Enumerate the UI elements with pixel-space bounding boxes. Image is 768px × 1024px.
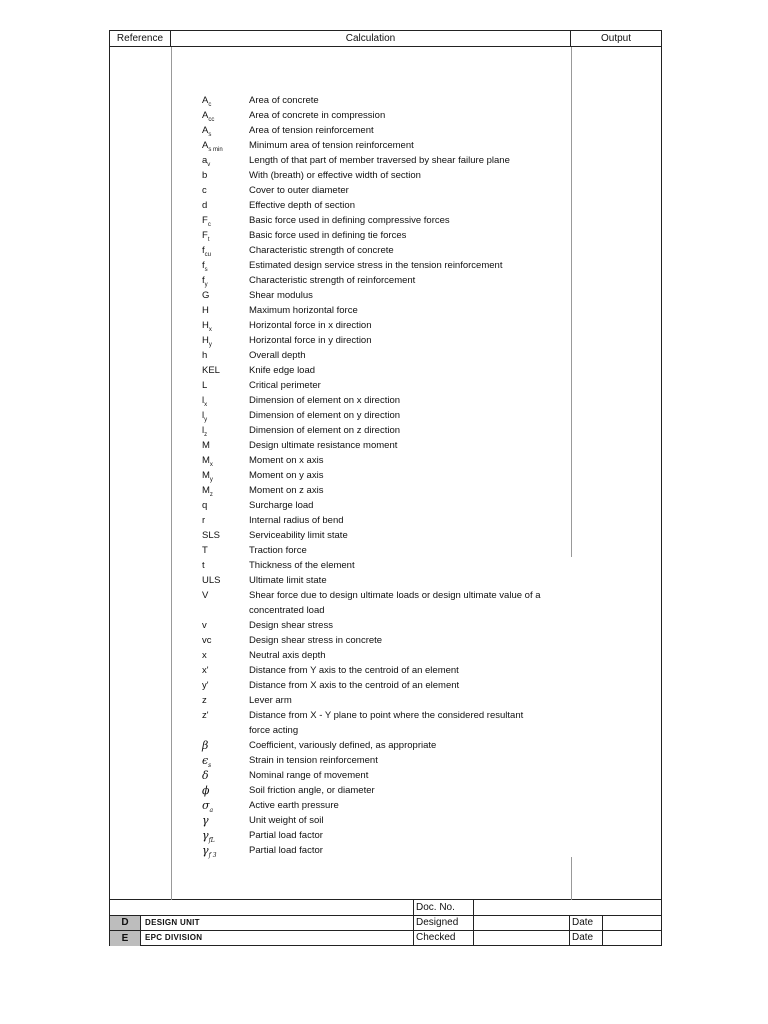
symbol-notation: d (202, 200, 208, 211)
symbol-notation: H (202, 305, 209, 316)
symbol-notation: $f_{cu}$ (202, 245, 211, 258)
symbol-notation: δ (202, 769, 209, 782)
symbol-description: Thickness of the element (249, 560, 355, 571)
symbol-notation: $A_s$ (202, 125, 212, 138)
symbol-row (202, 318, 562, 333)
symbol-notation: ϕ (202, 784, 210, 797)
doc-no-label: Doc. No. (416, 902, 455, 913)
output-column-divider-lower (571, 857, 572, 900)
symbol-subscript: f 3 (208, 852, 217, 860)
symbol-notation: x' (202, 665, 209, 676)
symbol-row (202, 558, 562, 573)
symbol-subscript: z (209, 491, 213, 498)
symbol-row (202, 543, 562, 558)
symbol-row (202, 393, 562, 408)
symbol-row (202, 528, 562, 543)
symbol-description: Characteristic strength of reinforcement (249, 275, 416, 286)
symbol-row (202, 138, 562, 153)
symbol-list (202, 93, 562, 858)
symbol-row (202, 768, 562, 783)
symbol-description: Distance from Y axis to the centroid of an element (249, 665, 459, 676)
symbol-description: Dimension of element on x direction (249, 395, 401, 406)
symbol-notation: T (202, 545, 208, 556)
symbol-description: Design shear stress in concrete (249, 635, 383, 646)
symbol-notation: $a_v$ (202, 155, 211, 168)
symbol-subscript: x (209, 461, 213, 468)
symbol-subscript: y (208, 341, 212, 348)
letter-e: E (110, 931, 140, 946)
symbol-row (202, 228, 562, 243)
symbol-row (202, 303, 562, 318)
symbol-notation: G (202, 290, 210, 301)
symbol-description: Partial load factor (249, 845, 323, 856)
symbol-row (202, 708, 562, 738)
symbol-description: Surcharge load (249, 500, 314, 511)
symbol-notation: L (202, 380, 208, 391)
symbol-subscript: c (208, 101, 212, 108)
symbol-subscript: t (207, 236, 210, 243)
design-unit-name: DESIGN UNIT (145, 918, 200, 927)
symbol-notation: SLS (202, 530, 220, 541)
symbol-row (202, 123, 562, 138)
calculation-sheet (109, 30, 662, 946)
letter-d: D (110, 916, 140, 930)
symbol-notation: M (202, 440, 210, 451)
symbol-subscript: s (208, 131, 212, 138)
symbol-notation: γ (202, 814, 209, 827)
symbol-notation: x (202, 650, 207, 661)
symbol-notation: KEL (202, 365, 220, 376)
symbol-row (202, 693, 562, 708)
symbol-notation: vc (202, 635, 212, 646)
symbol-row (202, 783, 562, 798)
symbol-description: Neutral axis depth (249, 650, 326, 661)
symbol-description: Distance from X - Y plane to point where the considered resultant (249, 710, 524, 721)
symbol-row (202, 468, 562, 483)
symbol-notation: v (202, 620, 207, 631)
designed-date-label: Date (572, 917, 594, 928)
symbol-row (202, 813, 562, 828)
symbol-subscript: y (204, 416, 208, 423)
symbol-description: Cover to outer diameter (249, 185, 349, 196)
symbol-notation: $M_x$ (202, 455, 213, 468)
symbol-subscript: y (204, 281, 208, 288)
checked-date-label: Date (572, 932, 594, 943)
symbol-notation: $A_{cc}$ (202, 110, 215, 123)
symbol-row (202, 573, 562, 588)
symbol-description: Distance from X axis to the centroid of an element (249, 680, 460, 691)
symbol-subscript: v (207, 161, 211, 168)
symbol-description: Horizontal force in y direction (249, 335, 372, 346)
symbol-notation: $f_s$ (202, 260, 208, 273)
symbol-subscript: s min (208, 146, 223, 153)
symbol-row (202, 243, 562, 258)
symbol-notation: V (202, 590, 209, 601)
symbol-subscript: x (208, 326, 212, 333)
symbol-description: Moment on z axis (249, 485, 324, 496)
symbol-notation: c (202, 185, 207, 196)
symbol-description: Horizontal force in x direction (249, 320, 372, 331)
symbol-row (202, 453, 562, 468)
checked-label: Checked (416, 932, 456, 943)
symbol-row (202, 798, 562, 813)
symbol-notation: $f_y$ (202, 275, 208, 288)
symbol-description: Basic force used in defining compressive forces (249, 215, 450, 226)
symbol-notation: b (202, 170, 208, 181)
symbol-row (202, 633, 562, 648)
symbol-description: Traction force (249, 545, 307, 556)
symbol-description: Shear modulus (249, 290, 313, 301)
symbol-description: Dimension of element on z direction (249, 425, 401, 436)
symbol-subscript: z (204, 431, 208, 438)
symbol-row (202, 753, 562, 768)
title-block (109, 900, 662, 946)
symbol-notation: $H_x$ (202, 320, 212, 333)
symbol-notation: $l_x$ (202, 395, 208, 408)
sheet-frame (109, 30, 662, 900)
symbol-row (202, 348, 562, 363)
symbol-description: Knife edge load (249, 365, 316, 376)
symbol-notation: t (202, 560, 205, 571)
symbol-row (202, 213, 562, 228)
symbol-notation: ULS (202, 575, 221, 586)
symbol-row (202, 423, 562, 438)
symbol-row (202, 168, 562, 183)
symbol-subscript: c (207, 221, 211, 228)
symbol-subscript: cc (208, 116, 215, 123)
symbol-description: Unit weight of soil (249, 815, 324, 826)
output-column-divider-upper (571, 47, 572, 557)
symbol-description: Lever arm (249, 695, 292, 706)
symbol-row (202, 363, 562, 378)
symbol-description: Soil friction angle, or diameter (249, 785, 375, 796)
symbol-description: Internal radius of bend (249, 515, 344, 526)
symbol-description: Minimum area of tension reinforcement (249, 140, 414, 151)
symbol-notation: $A_{s min}$ (202, 140, 223, 153)
symbol-notation: $l_y$ (202, 410, 208, 423)
symbol-row (202, 438, 562, 453)
symbol-row (202, 648, 562, 663)
symbol-description: Nominal range of movement (249, 770, 369, 781)
symbol-row (202, 378, 562, 393)
symbol-row (202, 198, 562, 213)
symbol-description: Serviceability limit state (249, 530, 348, 541)
reference-column-divider (171, 47, 172, 900)
symbol-description: Length of that part of member traversed by shear failure plane (249, 155, 510, 166)
symbol-subscript: fL (208, 837, 215, 845)
designed-label: Designed (416, 917, 459, 928)
symbol-row (202, 483, 562, 498)
symbol-description: Area of tension reinforcement (249, 125, 374, 136)
symbol-notation: r (202, 515, 206, 526)
symbol-description: Effective depth of section (249, 200, 355, 211)
symbol-row (202, 108, 562, 123)
symbol-row (202, 93, 562, 108)
symbol-description: Critical perimeter (249, 380, 321, 391)
symbol-description: Active earth pressure (249, 800, 339, 811)
symbol-notation: $l_z$ (202, 425, 208, 438)
symbol-notation: $F_t$ (202, 230, 210, 243)
symbol-description: Characteristic strength of concrete (249, 245, 394, 256)
symbol-notation: y' (202, 680, 209, 691)
symbol-row (202, 273, 562, 288)
symbol-row (202, 258, 562, 273)
symbol-description: Area of concrete (249, 95, 319, 106)
symbol-description: Maximum horizontal force (249, 305, 358, 316)
symbol-notation: $\sigma_a$ (202, 799, 214, 815)
symbol-description: Design ultimate resistance moment (249, 440, 398, 451)
header-output: Output (571, 31, 661, 47)
symbol-row (202, 738, 562, 753)
symbol-subscript: cu (204, 251, 211, 258)
symbol-row (202, 408, 562, 423)
symbol-description: Moment on y axis (249, 470, 324, 481)
symbol-subscript: x (204, 401, 208, 408)
symbol-notation: $H_y$ (202, 335, 212, 348)
symbol-subscript: y (209, 476, 213, 483)
symbol-subscript: a (209, 807, 214, 815)
symbol-description: Estimated design service stress in the tension reinforcement (249, 260, 503, 271)
symbol-row (202, 153, 562, 168)
symbol-notation: $\gamma_{fL}$ (202, 829, 215, 845)
symbol-notation: q (202, 500, 208, 511)
symbol-description: Strain in tension reinforcement (249, 755, 378, 766)
symbol-description: Basic force used in defining tie forces (249, 230, 407, 241)
header-reference: Reference (110, 31, 171, 47)
symbol-row (202, 618, 562, 633)
header-calculation: Calculation (171, 31, 571, 47)
symbol-description: Coefficient, variously defined, as appropriate (249, 740, 437, 751)
symbol-description: force acting (249, 725, 299, 736)
symbol-notation: z' (202, 710, 209, 721)
symbol-subscript: s (204, 266, 208, 273)
symbol-subscript: s (208, 762, 212, 770)
symbol-notation: $\epsilon_s$ (202, 754, 212, 770)
symbol-notation: h (202, 350, 208, 361)
symbol-row (202, 843, 562, 858)
symbol-description: Area of concrete in compression (249, 110, 386, 121)
symbol-notation: $A_c$ (202, 95, 212, 108)
symbol-description: Ultimate limit state (249, 575, 327, 586)
symbol-description: Dimension of element on y direction (249, 410, 401, 421)
symbol-notation: z (202, 695, 207, 706)
division-name: EPC DIVISION (145, 933, 203, 942)
symbol-description: Design shear stress (249, 620, 333, 631)
symbol-row (202, 678, 562, 693)
symbol-notation: $M_z$ (202, 485, 213, 498)
symbol-description: Partial load factor (249, 830, 323, 841)
symbol-row (202, 183, 562, 198)
symbol-row (202, 288, 562, 303)
symbol-row (202, 498, 562, 513)
symbol-row (202, 333, 562, 348)
symbol-description: concentrated load (249, 605, 325, 616)
symbol-row (202, 588, 562, 618)
symbol-description: Shear force due to design ultimate loads or design ultimate value of a (249, 590, 541, 601)
symbol-row (202, 828, 562, 843)
symbol-description: Overall depth (249, 350, 306, 361)
symbol-notation: β (202, 739, 209, 752)
symbol-description: With (breath) or effective width of section (249, 170, 421, 181)
symbol-notation: $\gamma_{f 3}$ (202, 844, 217, 860)
symbol-row (202, 663, 562, 678)
symbol-row (202, 513, 562, 528)
symbol-notation: $F_c$ (202, 215, 211, 228)
symbol-notation: $M_y$ (202, 470, 213, 483)
symbol-description: Moment on x axis (249, 455, 324, 466)
